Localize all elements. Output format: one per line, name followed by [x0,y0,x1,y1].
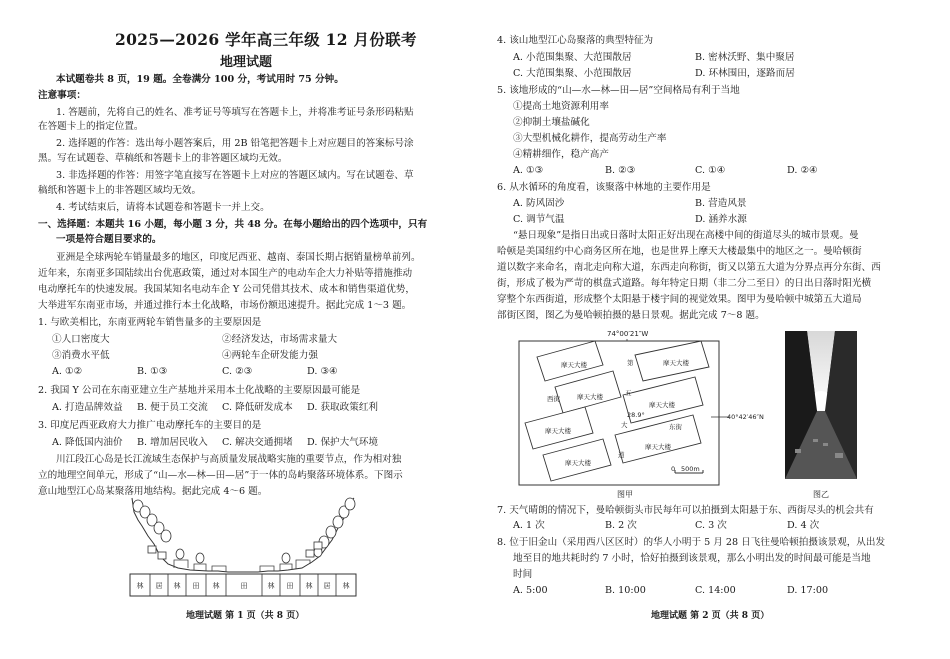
building-label: 摩天大楼 [645,443,671,451]
building-label: 摩天大楼 [545,427,571,435]
page-footer: 地理试题 第 2 页（共 8 页） [651,611,770,621]
q4-option: C. 大范围集聚、小范围散居 [513,68,632,79]
notice-line: 3. 非选择题的作答：用签字笔直接写在答题卡上对应的答题区域内。写在试题卷、草 [56,170,414,181]
question-5-stem: 5. 该地形成的“山—水—林—田—居”空间格局有利于当地 [497,85,740,96]
q5-option: C. ①④ [695,165,726,176]
question-6-stem: 6. 从水循环的角度看，该聚落中林地的主要作用是 [497,182,711,193]
q8-option: D. 17:00 [787,585,829,596]
diagram-label: 居 [323,582,331,590]
exam-page-2 [475,0,950,659]
passage-line: 哈顿是美国纽约中心商务区所在地，也是世界上摩天大楼最集中的地区之一。曼哈顿街 [497,246,862,257]
q5-item: ③大型机械化耕作，提高劳动生产率 [513,133,667,144]
q5-item: ④精耕细作，稳产高产 [513,149,609,160]
avenue-label: 五 [625,389,632,397]
q4-option: D. 环林围田，逐路而居 [695,68,795,79]
q1-item: ②经济发达，市场需求量大 [222,334,338,345]
q7-option: B. 2 次 [605,520,637,531]
q6-option: B. 营造风景 [695,198,747,209]
q2-option: D. 获取政策红利 [307,402,379,413]
q2-option: C. 降低研发成本 [222,402,293,413]
passage-line: 穿整个东西街道，形成整个太阳悬于楼宇间的视觉效果。图甲为曼哈顿中城第五大道局 [497,294,862,305]
manhattanhenge-photo [785,331,857,479]
exam-subtitle: 地理试题 [220,55,273,70]
passage-line: “悬日现象”是指日出或日落时太阳正好出现在高楼中间的街道尽头的城市景观。曼 [513,230,859,241]
diagram-label: 林 [342,582,350,590]
building-label: 摩天大楼 [577,393,603,401]
question-8-stem: 时间 [513,569,533,580]
q7-option: D. 4 次 [787,520,820,531]
question-7-stem: 7. 天气晴朗的情况下，曼哈顿街头市民每年可以拍摄到太阳悬于东、西街尽头的机会共有 [497,505,874,516]
q3-option: D. 保护大气环境 [307,437,379,448]
diagram-label: 林 [212,582,220,590]
passage-line: 大举进军东南亚市场，并通过推行本土化战略，市场份额迅速提升。据此完成 1～3 题。 [38,300,412,311]
q6-option: C. 调节气温 [513,214,565,225]
latitude-label: 40°42′46″N [727,413,764,421]
exam-title: 2025—2026 学年高三年级 12 月份联考 [115,30,417,49]
question-4-stem: 4. 该山地型江心岛聚落的典型特征为 [497,35,654,46]
q5-option: B. ②③ [605,165,636,176]
diagram-label: 林 [173,582,181,590]
q2-option: A. 打造品牌效益 [52,402,123,413]
passage-line: 亚洲是全球两轮车销量最多的地区，印度尼西亚、越南、泰国长期占据销量榜单前列。 [56,252,421,263]
q5-option: D. ②④ [787,165,818,176]
q6-option: D. 涵养水源 [695,214,747,225]
notice-line: 2. 选择题的作答：选出每小题答案后，用 2B 铅笔把答题卡上对应题目的答案标号涂 [56,138,414,149]
passage-line: 电动摩托车的快速发展。我国某知名电动车企 Y 公司凭借其技术、成本和销售渠道优势， [38,284,415,295]
q3-option: B. 增加居民收入 [137,437,208,448]
q4-option: A. 小范围集聚、大范围散居 [513,52,632,63]
passage-line: 川江段江心岛是长江流域生态保护与高质量发展战略实施的重要节点，作为相对独 [56,454,402,465]
q5-item: ②抑制土壤盐碱化 [513,117,590,128]
q8-option: B. 10:00 [605,585,646,596]
diagram-label: 林 [305,582,313,590]
passage-line: 近年来，东南亚多国陆续出台优惠政策，通过对本国生产的电动车企大力补贴等措施推动 [38,268,413,279]
q1-option: B. ①③ [137,366,168,377]
q5-option: A. ①③ [513,165,544,176]
building-label: 摩天大楼 [565,459,591,467]
notice-line: 在答题卡上的指定位置。 [38,121,144,132]
q7-option: C. 3 次 [695,520,727,531]
question-2-stem: 2. 我国 Y 公司在东南亚建立生产基地并采用本土化战略的主要原因最可能是 [38,385,361,396]
notice-heading: 注意事项： [38,90,86,101]
west-street-label: 西街 [547,395,560,403]
diagram-label: 田 [240,582,248,590]
notice-line: 黑。写在试题卷、草稿纸和答题卡上的非答题区域均无效。 [38,153,288,164]
scale-distance: 500m [681,465,700,473]
avenue-label: 道 [618,451,625,459]
page-footer: 地理试题 第 1 页（共 8 页） [186,611,305,621]
q1-item: ③消费水平低 [52,350,110,361]
question-1-stem: 1. 与欧美相比，东南亚两轮车销售量多的主要原因是 [38,317,262,328]
q4-option: B. 密林沃野、集中聚居 [695,52,795,63]
q6-option: A. 防风固沙 [513,198,565,209]
q1-option: D. ③④ [307,366,338,377]
avenue-label: 大 [621,421,628,429]
longitude-label: 74°00′21″W [607,330,649,338]
passage-line: 意山地型江心岛某聚落用地结构。据此完成 4～6 题。 [38,486,268,497]
q1-item: ①人口密度大 [52,334,110,345]
q3-option: A. 降低国内油价 [52,437,123,448]
building-label: 摩天大楼 [561,361,587,369]
q1-item: ④两轮车企研发能力强 [222,350,318,361]
notice-line: 1. 答题前，先将自己的姓名、准考证号等填写在答题卡上，并将准考证号条形码粘贴 [56,107,414,118]
manhattan-street-map [515,327,780,497]
scale-zero: 0 [671,465,676,473]
avenue-label: 第 [627,359,634,367]
section-heading: 一、选择题：本题共 16 小题，每小题 3 分，共 48 分。在每小题给出的四个选项中，只有 [38,219,428,230]
passage-line: 立的地理空间单元，形成了“山—水—林—田—居”于一体的岛屿聚落环境体系。下图示 [38,470,403,481]
q7-option: A. 1 次 [513,520,545,531]
diagram-label: 林 [267,582,275,590]
building-label: 摩天大楼 [649,401,675,409]
exam-info: 本试题卷共 8 页，19 题。全卷满分 100 分，考试用时 75 分钟。 [56,74,344,85]
diagram-label: 居 [155,582,163,590]
q2-option: B. 便于员工交流 [137,402,208,413]
notice-line: 稿纸和答题卡上的非答题区域均无效。 [38,185,202,196]
q1-option: A. ①② [52,366,83,377]
diagram-label: 田 [192,582,200,590]
question-8-stem: 地至目的地共耗时约 7 小时，恰好拍摄到该景观，那么小明出发的时间最可能是当地 [513,553,871,564]
diagram-label: 田 [286,582,294,590]
q8-option: A. 5:00 [513,585,548,596]
figure-b-caption: 图乙 [813,490,829,499]
question-3-stem: 3. 印度尼西亚政府大力推广电动摩托车的主要目的是 [38,420,262,431]
island-land-use-diagram [128,494,358,598]
q5-item: ①提高土地资源利用率 [513,101,609,112]
passage-line: 部街区图，图乙为曼哈顿拍摄的悬日景观。据此完成 7～8 题。 [497,310,765,321]
q3-option: C. 解决交通拥堵 [222,437,293,448]
question-8-stem: 8. 位于旧金山（采用西八区区时）的华人小明于 5 月 28 日飞往曼哈顿拍摄该景观，从出发 [497,537,886,548]
east-street-label: 东街 [669,423,682,431]
section-heading: 一项是符合题目要求的。 [56,234,162,245]
angle-label: 28.9° [627,411,645,419]
figure-a-caption: 图甲 [617,490,633,499]
q8-option: C. 14:00 [695,585,736,596]
diagram-label: 林 [136,582,144,590]
q1-option: C. ②③ [222,366,253,377]
passage-line: 道以数字来命名，南北走向称大道，东西走向称街，街又以第五大道为分界点再分东街、西 [497,262,881,273]
building-label: 摩天大楼 [663,359,689,367]
notice-line: 4. 考试结束后，请将本试题卷和答题卡一并上交。 [56,202,270,213]
passage-line: 街，形成了极为严苛的棋盘式道路。每年特定日期（非二分二至日）的日出日落时阳光横 [497,278,872,289]
